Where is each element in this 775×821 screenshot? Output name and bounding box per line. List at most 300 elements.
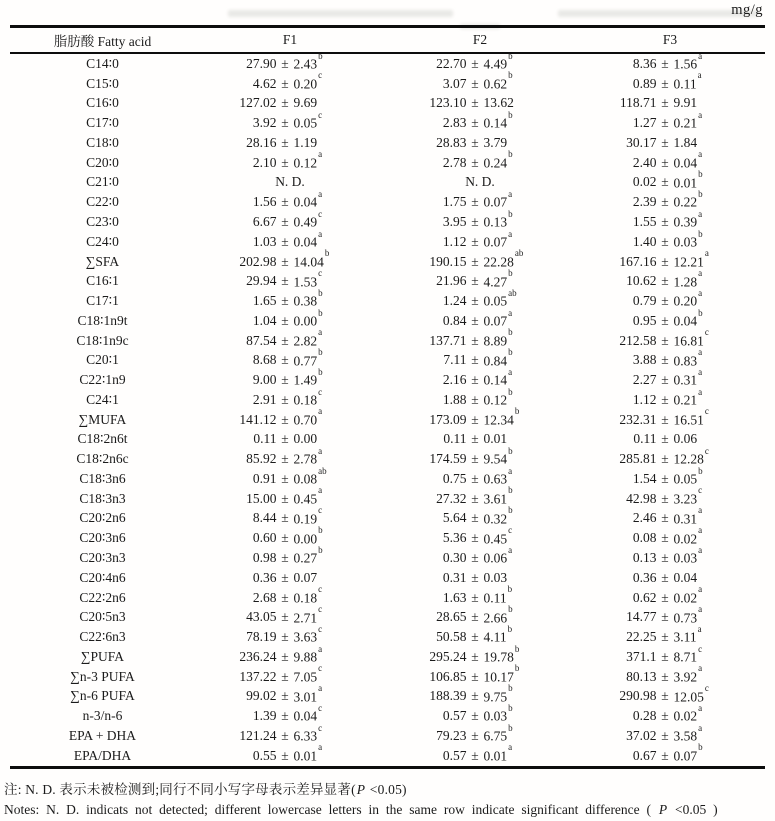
value-cell-f3 [575,248,765,271]
plus-minus-sign: ± [281,569,289,585]
mean-value: 8.68 [252,352,277,368]
value-cell-f3 [575,228,765,251]
sd-value: 0.22 [673,194,698,210]
plus-minus-sign: ± [661,372,669,388]
row-label: C18∶2n6t [77,431,128,447]
row-label: C17∶0 [86,115,119,131]
value-group [415,722,546,745]
sd-value: 2.71 [293,610,318,626]
not-detected-text: N. D. [465,174,495,190]
plus-minus-sign: ± [661,589,669,605]
table-row [10,208,765,232]
value-cell-f1 [195,663,385,686]
value-cell-f2 [385,584,575,607]
sd-value: 0.18 [293,392,318,408]
plus-minus-sign: ± [471,293,479,309]
mean-value: 121.24 [239,727,277,743]
mean-value: 3.95 [442,214,467,229]
mean-value: 0.11 [633,431,657,447]
sd-value: 0.03 [673,234,698,250]
value-group [415,663,546,686]
value-cell-f1 [195,287,385,310]
value-cell-f3 [575,70,765,93]
sd-value: 0.73 [673,610,698,626]
sd-value: 0.01 [483,748,508,764]
value-group [225,643,356,666]
mean-value: 0.91 [252,470,277,486]
value-cell-f3 [575,386,765,409]
mean-value: 28.16 [246,134,277,150]
sd-value: 8.89 [483,333,508,349]
mean-value: 0.60 [252,530,277,546]
value-cell-f1 [195,584,385,607]
plus-minus-sign: ± [471,550,479,566]
sd-value: 16.81 [673,333,704,349]
sd-wrap [293,505,356,528]
mean-value: 2.78 [442,154,467,170]
plus-minus-sign: ± [281,688,289,704]
sd-wrap [483,307,546,330]
sd-wrap [293,702,356,725]
mean-value: 78.19 [246,629,277,645]
sd-value: 0.20 [673,293,698,309]
significance-letter: a [318,643,323,654]
sd-value: 0.31 [673,372,698,388]
mean-value: 2.40 [632,154,657,170]
plus-minus-sign: ± [471,727,479,743]
value-group [415,268,546,291]
significance-letter: c [704,683,709,694]
value-group [225,149,356,172]
value-group [415,149,546,172]
value-group [415,109,546,132]
significance-letter: c [318,208,323,219]
value-group [225,95,356,111]
significance-letter: a [508,307,513,318]
mean-value: 43.05 [246,609,277,625]
mean-value: 0.08 [632,530,657,546]
sd-wrap [484,95,546,111]
sd-wrap [293,663,356,686]
mean-value: 15.00 [246,490,277,506]
sd-value: 12.21 [673,254,704,270]
plus-minus-sign: ± [661,708,669,724]
plus-minus-sign: ± [661,688,669,704]
significance-letter: b [324,248,330,259]
value-cell-f1 [195,50,385,73]
value-cell-f3 [575,505,765,528]
row-label: C20∶3n3 [79,550,126,566]
significance-letter: a [697,623,702,634]
value-cell-f1 [195,307,385,330]
mean-value: 0.89 [632,75,657,91]
sd-value: 3.61 [483,491,508,507]
significance-letter: c [318,702,323,713]
mean-value: 202.98 [239,253,277,269]
sd-wrap [293,347,356,370]
value-group [225,525,356,548]
value-group [225,485,356,508]
sd-value: 0.00 [293,431,318,447]
mean-value: 1.27 [632,115,657,131]
sd-wrap [293,544,356,567]
sd-wrap [673,722,736,745]
significance-letter: b [698,742,703,753]
row-label: ∑n-6 PUFA [70,688,135,704]
value-group [225,663,356,686]
value-group [415,445,546,468]
value-group [415,584,546,607]
plus-minus-sign: ± [281,510,289,526]
value-cell-f2 [385,570,575,586]
value-group [225,742,356,765]
not-detected-text: N. D. [275,174,305,190]
row-label: C15∶0 [86,75,119,91]
value-cell-f2 [385,663,575,686]
value-cell-f2 [385,307,575,330]
sd-value: 0.20 [293,76,318,92]
row-label: C20∶3n6 [79,530,126,546]
value-group [225,50,356,73]
value-cell-f3 [575,742,765,765]
significance-letter: c [318,623,323,634]
sd-value: 2.82 [293,333,318,349]
significance-letter: b [318,307,323,318]
mean-value: 42.98 [626,490,657,506]
table-row [10,50,765,74]
value-cell-f2 [385,327,575,350]
plus-minus-sign: ± [661,411,669,427]
value-cell-f3 [575,307,765,330]
table-row [10,347,765,370]
value-group [415,135,546,151]
value-group [415,465,546,488]
value-cell-f1 [195,702,385,725]
sd-wrap [673,50,736,73]
table-row [10,623,765,647]
mean-value: 4.62 [252,75,277,91]
significance-letter: c [704,327,709,338]
table-row [10,485,765,509]
value-cell-f1 [195,327,385,350]
value-cell-f1 [195,347,385,370]
mean-value: 0.55 [252,747,277,763]
table-row [10,133,765,153]
value-group [605,570,736,586]
value-group [605,604,736,627]
sd-wrap [293,623,356,646]
plus-minus-sign: ± [281,253,289,269]
sd-value: 0.84 [483,353,508,369]
value-cell-f3 [575,366,765,389]
note-english-text: Notes: N. D. indicats not detected; different lowercase letters in the same row indicate significant difference ( [4,802,658,817]
sd-wrap [484,135,546,151]
sd-value: 1.53 [293,274,318,290]
value-group [605,722,736,745]
value-group [605,366,736,389]
sd-value: 0.14 [483,115,508,131]
sd-value: 3.92 [673,669,698,685]
mean-value: 2.10 [252,154,277,170]
value-group [605,149,736,172]
plus-minus-sign: ± [471,352,479,368]
table-row [10,406,765,430]
mean-value: 3.07 [442,75,467,91]
significance-letter: c [698,485,703,496]
sd-wrap [673,584,736,607]
value-group [605,135,736,151]
column-header-f1: F1 [282,32,298,47]
plus-minus-sign: ± [471,629,479,645]
significance-letter: a [318,149,323,160]
significance-letter: b [318,544,323,555]
significance-letter: a [698,50,703,61]
table-row [10,683,765,707]
plus-minus-sign: ± [281,648,289,664]
value-group [605,485,736,508]
value-cell-f3 [575,663,765,686]
sd-value: 22.28 [483,254,514,270]
value-cell-f2 [385,208,575,231]
table-row [10,149,765,173]
significance-letter: c [318,505,323,516]
significance-letter: ab [508,287,517,298]
value-cell-f2 [385,525,575,548]
value-group [225,307,356,330]
plus-minus-sign: ± [281,589,289,605]
significance-letter: b [318,287,323,298]
value-cell-f1 [195,742,385,765]
value-cell-f2 [385,268,575,291]
significance-letter: a [508,544,513,555]
value-cell-f2 [385,70,575,93]
plus-minus-sign: ± [281,411,289,427]
value-group [605,544,736,567]
value-cell-f2 [385,366,575,389]
value-group [415,50,546,73]
sd-value: 0.06 [483,550,508,566]
sd-value: 0.11 [483,590,507,606]
significance-letter: b [698,307,703,318]
plus-minus-sign: ± [281,431,289,447]
value-cell-f2 [385,95,575,111]
mean-value: 127.02 [239,95,277,111]
value-group [605,683,736,706]
value-cell-f3 [575,149,765,172]
value-cell-f2 [385,643,575,666]
sd-value: 1.56 [673,56,698,72]
value-cell-f2 [385,702,575,725]
value-group [605,505,736,528]
value-cell-f2 [385,174,575,190]
sd-wrap [674,570,736,586]
row-label: C22∶6n3 [79,629,126,645]
plus-minus-sign: ± [661,352,669,368]
value-cell-f2 [385,742,575,765]
mean-value: 99.02 [246,688,277,704]
plus-minus-sign: ± [661,273,669,289]
sd-wrap [293,643,356,666]
value-group [605,584,736,607]
value-cell-f3 [575,135,765,151]
value-cell-f1 [195,149,385,172]
table-row [10,544,765,568]
sd-wrap [483,366,546,389]
sd-value: 8.71 [673,649,698,665]
table-row [10,465,765,489]
value-cell-f1 [195,505,385,528]
significance-letter: b [698,465,703,476]
table-row [10,445,765,469]
mean-value: 2.27 [632,372,657,388]
sd-wrap [293,50,356,73]
significance-letter: c [318,663,323,674]
significance-letter: a [698,702,703,713]
significance-letter: b [508,485,513,496]
column-header-f3: F3 [662,32,678,47]
value-cell-f2 [385,248,575,271]
significance-letter: b [508,109,513,120]
value-cell-f1 [195,544,385,567]
note-english [4,802,718,818]
value-group [415,287,546,310]
significance-letter: b [508,386,513,397]
sd-value: 0.04 [673,155,698,171]
value-group [225,347,356,370]
sd-value: 4.11 [483,629,507,645]
mean-value: 3.92 [252,115,277,131]
value-group [225,505,356,528]
plus-minus-sign: ± [281,490,289,506]
sd-value: 0.04 [673,313,698,329]
significance-letter: c [318,722,323,733]
row-label: C20∶2n6 [79,510,126,526]
mean-value: 28.65 [436,609,467,625]
sd-value: 0.05 [483,293,508,309]
plus-minus-sign: ± [661,530,669,546]
mean-value: 27.90 [246,55,277,71]
sd-value: 0.62 [483,76,508,92]
plus-minus-sign: ± [281,391,289,407]
sd-wrap [673,406,736,429]
sd-wrap [293,268,356,291]
mean-value: 0.11 [443,431,467,447]
value-cell-f3 [575,604,765,627]
value-cell-f3 [575,188,765,211]
plus-minus-sign: ± [471,490,479,506]
sd-value: 0.63 [483,471,508,487]
mean-value: 1.75 [442,194,467,210]
value-group [605,268,736,291]
value-group [415,366,546,389]
plus-minus-sign: ± [281,530,289,546]
table-row [10,386,765,410]
value-cell-f3 [575,623,765,646]
value-group [415,702,546,725]
significance-letter: c [704,445,709,456]
sd-value: 1.19 [293,134,318,150]
sd-value: 4.27 [483,274,508,290]
value-group [605,307,736,330]
plus-minus-sign: ± [281,233,289,249]
mean-value: 6.67 [252,214,277,229]
row-label: C18∶1n9c [76,332,129,348]
value-group [225,544,356,567]
value-cell-f2 [385,445,575,468]
significance-letter: b [318,366,323,377]
value-group [605,445,736,468]
mean-value: 0.57 [442,708,467,724]
sd-wrap [483,465,546,488]
plus-minus-sign: ± [281,293,289,309]
value-group [415,406,546,429]
table-row [10,287,765,311]
plus-minus-sign: ± [281,214,289,229]
sd-value: 0.01 [293,748,318,764]
plus-minus-sign: ± [661,154,669,170]
significance-letter: a [697,70,702,81]
sd-wrap [293,742,356,765]
sd-value: 0.03 [483,569,508,585]
sd-wrap [293,604,356,627]
row-label: C16∶1 [86,273,119,289]
sd-wrap [294,431,356,447]
significance-letter: a [318,228,323,239]
mean-value: 22.70 [436,55,467,71]
sd-value: 0.11 [673,76,697,92]
mean-value: 0.95 [632,312,657,328]
sd-wrap [293,525,356,548]
significance-letter: b [508,445,513,456]
value-group [415,70,546,93]
value-cell-f3 [575,95,765,111]
mean-value: 80.13 [626,668,657,684]
sd-wrap [293,406,356,429]
value-cell-f2 [385,135,575,151]
sd-wrap [293,208,356,231]
mean-value: 2.39 [632,194,657,210]
fatty-acid-table [10,25,765,769]
sd-value: 0.02 [673,590,698,606]
sd-wrap [483,188,546,211]
value-cell-f1 [195,208,385,231]
mean-value: 188.39 [429,688,467,704]
significance-letter: b [318,50,323,61]
note-chinese-text: 注: N. D. 表示未被检测到;同行不同小写字母表示差异显著( [4,782,356,797]
mean-value: 0.98 [252,550,277,566]
mean-value: 174.59 [429,451,467,467]
value-group [415,307,546,330]
value-group [225,248,356,271]
plus-minus-sign: ± [281,273,289,289]
mean-value: 2.16 [442,372,467,388]
plus-minus-sign: ± [281,727,289,743]
significance-letter: b [508,505,513,516]
sd-value: 0.00 [293,531,318,546]
sd-value: 12.05 [673,689,704,705]
value-group [415,431,546,447]
sd-value: 0.12 [483,392,508,408]
sd-wrap [673,208,736,231]
row-label: ∑n-3 PUFA [70,668,135,684]
plus-minus-sign: ± [471,214,479,229]
value-group [225,445,356,468]
significance-letter: b [508,149,513,160]
note-english-threshold: <0.05 ) [668,802,718,817]
value-group [605,386,736,409]
value-cell-f2 [385,149,575,172]
sd-value: 0.14 [483,372,508,388]
